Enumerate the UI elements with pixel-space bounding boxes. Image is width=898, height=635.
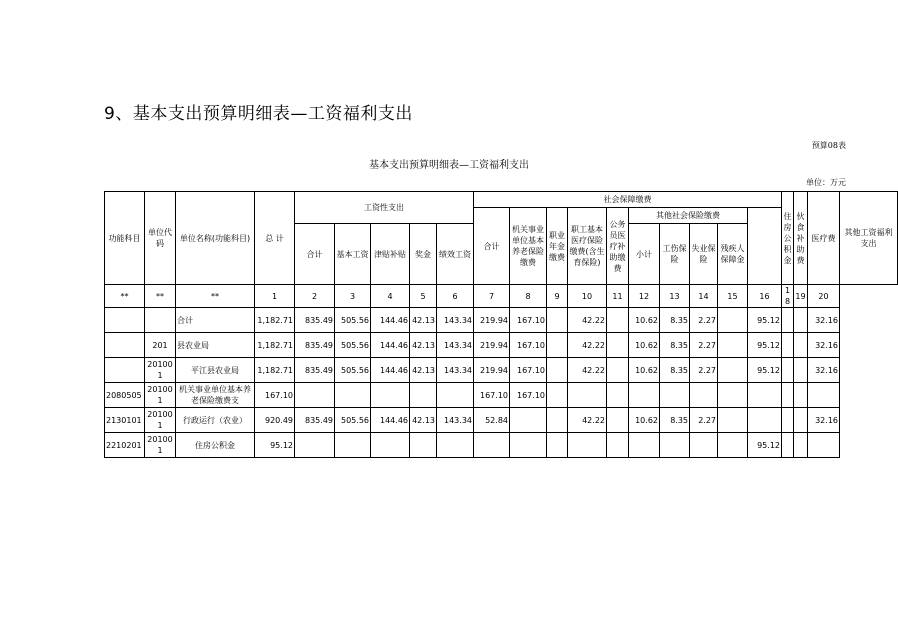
value-cell: 219.94 <box>474 333 510 358</box>
value-cell: 1,182.71 <box>255 358 295 383</box>
table-row <box>105 333 898 358</box>
header-meal: 伙食补助费 <box>794 192 808 285</box>
value-cell <box>607 358 629 383</box>
table-row <box>105 433 898 458</box>
unit-code-cell: 201001 <box>145 358 176 383</box>
value-cell: 144.46 <box>371 308 410 333</box>
value-cell: 42.22 <box>568 308 607 333</box>
header-employee-medical: 职工基本医疗保险缴费(含生育保险) <box>568 208 607 285</box>
value-cell <box>607 433 629 458</box>
value-cell: 835.49 <box>295 333 335 358</box>
value-cell: 144.46 <box>371 358 410 383</box>
table-row <box>105 408 898 433</box>
value-cell <box>629 383 660 408</box>
index-cell: 4 <box>371 285 410 308</box>
value-cell <box>718 358 748 383</box>
unit-code-cell <box>145 308 176 333</box>
value-cell: 1,182.71 <box>255 308 295 333</box>
budget-detail-table <box>104 191 898 458</box>
header-total: 总 计 <box>255 192 295 285</box>
index-cell: 18 <box>782 285 794 308</box>
value-cell: 2.27 <box>690 333 718 358</box>
value-cell <box>718 383 748 408</box>
unit-name-cell: 机关事业单位基本养老保险缴费支 <box>176 383 255 408</box>
value-cell <box>782 333 794 358</box>
value-cell: 42.13 <box>410 358 437 383</box>
value-cell: 143.34 <box>437 308 474 333</box>
func-code-cell: 2080505 <box>105 383 145 408</box>
value-cell <box>437 383 474 408</box>
value-cell: 167.10 <box>255 383 295 408</box>
value-cell: 920.49 <box>255 408 295 433</box>
value-cell <box>547 383 568 408</box>
value-cell: 835.49 <box>295 408 335 433</box>
header-pension: 机关事业单位基本养老保险缴费 <box>510 208 547 285</box>
value-cell: 144.46 <box>371 333 410 358</box>
value-cell <box>794 358 808 383</box>
value-cell <box>371 383 410 408</box>
value-cell <box>748 383 782 408</box>
value-cell: 42.22 <box>568 333 607 358</box>
index-cell: 2 <box>295 285 335 308</box>
value-cell <box>547 408 568 433</box>
value-cell: 144.46 <box>371 408 410 433</box>
value-cell <box>794 433 808 458</box>
value-cell <box>718 308 748 333</box>
value-cell: 143.34 <box>437 333 474 358</box>
header-social-subtotal: 合计 <box>474 208 510 285</box>
value-cell: 95.12 <box>748 433 782 458</box>
index-cell: 15 <box>718 285 748 308</box>
value-cell <box>568 383 607 408</box>
index-row <box>105 285 898 308</box>
value-cell: 2.27 <box>690 308 718 333</box>
index-cell: 1 <box>255 285 295 308</box>
header-wage-group: 工资性支出 <box>295 192 474 224</box>
value-cell <box>410 383 437 408</box>
header-injury: 工伤保险 <box>660 224 690 285</box>
value-cell <box>794 333 808 358</box>
index-cell: 8 <box>510 285 547 308</box>
value-cell <box>547 358 568 383</box>
value-cell: 167.10 <box>510 358 547 383</box>
value-cell <box>547 433 568 458</box>
value-cell <box>782 308 794 333</box>
value-cell: 2.27 <box>690 358 718 383</box>
value-cell <box>607 333 629 358</box>
header-social-group: 社会保障缴费 <box>474 192 782 208</box>
value-cell: 8.35 <box>660 408 690 433</box>
func-code-cell <box>105 358 145 383</box>
unit-code-cell: 201001 <box>145 383 176 408</box>
value-cell: 32.16 <box>808 408 840 433</box>
value-cell: 505.56 <box>335 333 371 358</box>
header-performance: 绩效工资 <box>437 224 474 285</box>
value-cell: 10.62 <box>629 308 660 333</box>
value-cell <box>474 433 510 458</box>
value-cell: 95.12 <box>748 358 782 383</box>
value-cell <box>607 408 629 433</box>
value-cell: 10.62 <box>629 408 660 433</box>
unit-label: 单位：万元 <box>806 178 846 187</box>
unit-code-cell: 201001 <box>145 408 176 433</box>
index-cell: ** <box>176 285 255 308</box>
header-unit-code: 单位代码 <box>145 192 176 285</box>
header-housing: 住房公积金 <box>782 192 794 285</box>
value-cell <box>748 408 782 433</box>
value-cell <box>690 433 718 458</box>
form-code: 预算08表 <box>811 141 846 150</box>
header-allowance: 津贴补贴 <box>371 224 410 285</box>
value-cell: 835.49 <box>295 358 335 383</box>
index-cell: 19 <box>794 285 808 308</box>
header-func-code: 功能科目 <box>105 192 145 285</box>
value-cell: 8.35 <box>660 358 690 383</box>
header-annuity: 职业年金缴费 <box>547 208 568 285</box>
value-cell: 8.35 <box>660 308 690 333</box>
table-row <box>105 383 898 408</box>
value-cell <box>371 433 410 458</box>
index-cell: 3 <box>335 285 371 308</box>
index-cell: 20 <box>808 285 840 308</box>
unit-name-cell: 行政运行（农业） <box>176 408 255 433</box>
value-cell <box>335 433 371 458</box>
value-cell <box>510 433 547 458</box>
value-cell: 167.10 <box>474 383 510 408</box>
value-cell <box>782 433 794 458</box>
value-cell <box>808 383 840 408</box>
table-row <box>105 308 898 333</box>
value-cell <box>718 408 748 433</box>
value-cell: 505.56 <box>335 408 371 433</box>
value-cell: 167.10 <box>510 383 547 408</box>
header-medical: 医疗费 <box>808 192 840 285</box>
value-cell <box>295 433 335 458</box>
header-civil-medical: 公务员医疗补助缴费 <box>607 208 629 285</box>
value-cell: 95.12 <box>255 433 295 458</box>
value-cell <box>607 383 629 408</box>
header-other-social-group: 其他社会保险缴费 <box>629 208 748 224</box>
index-cell: 7 <box>474 285 510 308</box>
header-basic-wage: 基本工资 <box>335 224 371 285</box>
func-code-cell: 2210201 <box>105 433 145 458</box>
func-code-cell <box>105 308 145 333</box>
value-cell <box>660 383 690 408</box>
header-disability: 残疾人保障金 <box>718 224 748 285</box>
value-cell: 42.22 <box>568 358 607 383</box>
value-cell <box>335 383 371 408</box>
value-cell: 52.84 <box>474 408 510 433</box>
value-cell: 8.35 <box>660 333 690 358</box>
value-cell: 32.16 <box>808 333 840 358</box>
value-cell <box>794 408 808 433</box>
index-cell: 9 <box>547 285 568 308</box>
value-cell: 32.16 <box>808 358 840 383</box>
value-cell: 95.12 <box>748 333 782 358</box>
value-cell: 1,182.71 <box>255 333 295 358</box>
value-cell: 42.13 <box>410 308 437 333</box>
index-cell: 5 <box>410 285 437 308</box>
index-cell: 10 <box>568 285 607 308</box>
table-row <box>105 358 898 383</box>
unit-code-cell: 201 <box>145 333 176 358</box>
table-title: 基本支出预算明细表—工资福利支出 <box>369 160 529 171</box>
value-cell <box>547 308 568 333</box>
value-cell: 167.10 <box>510 308 547 333</box>
value-cell <box>410 433 437 458</box>
value-cell: 219.94 <box>474 308 510 333</box>
value-cell: 42.13 <box>410 333 437 358</box>
func-code-cell <box>105 333 145 358</box>
value-cell: 10.62 <box>629 358 660 383</box>
index-cell: ** <box>145 285 176 308</box>
value-cell <box>782 383 794 408</box>
index-cell: 11 <box>607 285 629 308</box>
header-other-subtotal: 小计 <box>629 224 660 285</box>
value-cell: 10.62 <box>629 333 660 358</box>
value-cell: 219.94 <box>474 358 510 383</box>
index-cell: 16 <box>748 285 782 308</box>
unit-name-cell: 县农业局 <box>176 333 255 358</box>
value-cell <box>547 333 568 358</box>
value-cell: 835.49 <box>295 308 335 333</box>
value-cell <box>510 408 547 433</box>
unit-name-cell: 平江县农业局 <box>176 358 255 383</box>
value-cell <box>794 383 808 408</box>
value-cell <box>718 333 748 358</box>
value-cell: 505.56 <box>335 358 371 383</box>
index-cell: 12 <box>629 285 660 308</box>
value-cell: 95.12 <box>748 308 782 333</box>
header-unit-name: 单位名称(功能科目) <box>176 192 255 285</box>
value-cell <box>660 433 690 458</box>
index-cell: 6 <box>437 285 474 308</box>
unit-name-cell: 合计 <box>176 308 255 333</box>
value-cell: 42.22 <box>568 408 607 433</box>
value-cell: 42.13 <box>410 408 437 433</box>
index-cell: ** <box>105 285 145 308</box>
value-cell: 143.34 <box>437 408 474 433</box>
value-cell <box>295 383 335 408</box>
value-cell: 167.10 <box>510 333 547 358</box>
value-cell <box>437 433 474 458</box>
value-cell <box>808 433 840 458</box>
value-cell <box>607 308 629 333</box>
index-cell: 13 <box>660 285 690 308</box>
document-title: 9、基本支出预算明细表—工资福利支出 <box>104 104 413 124</box>
unit-name-cell: 住房公积金 <box>176 433 255 458</box>
value-cell <box>718 433 748 458</box>
value-cell: 143.34 <box>437 358 474 383</box>
header-bonus: 奖金 <box>410 224 437 285</box>
value-cell: 505.56 <box>335 308 371 333</box>
func-code-cell: 2130101 <box>105 408 145 433</box>
header-wage-subtotal: 合计 <box>295 224 335 285</box>
value-cell <box>794 308 808 333</box>
unit-code-cell: 201001 <box>145 433 176 458</box>
value-cell: 2.27 <box>690 408 718 433</box>
value-cell <box>690 383 718 408</box>
header-unemployment: 失业保险 <box>690 224 718 285</box>
value-cell <box>629 433 660 458</box>
value-cell <box>568 433 607 458</box>
index-cell: 14 <box>690 285 718 308</box>
header-other-welfare: 其他工资福利支出 <box>840 192 898 285</box>
value-cell <box>782 358 794 383</box>
value-cell <box>782 408 794 433</box>
value-cell: 32.16 <box>808 308 840 333</box>
